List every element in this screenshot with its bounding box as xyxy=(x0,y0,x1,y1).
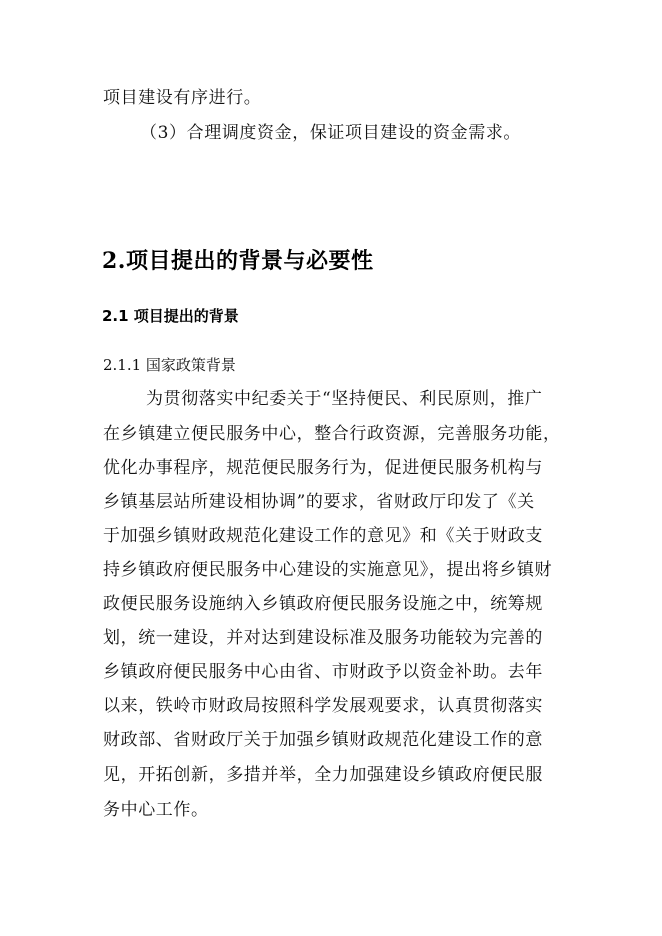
paragraph-line: 见，开拓创新，多措并举，全力加强建设乡镇政府便民服 xyxy=(103,765,543,785)
intro-line-1: 项目建设有序进行。 xyxy=(103,88,262,108)
paragraph-line: 在乡镇建立便民服务中心，整合行政资源，完善服务功能， xyxy=(103,424,561,444)
paragraph-line: 财政部、省财政厅关于加强乡镇财政规范化建设工作的意 xyxy=(103,730,543,750)
paragraph-line: 政便民服务设施纳入乡镇政府便民服务设施之中，统筹规 xyxy=(103,594,543,614)
paragraph-line: 以来，铁岭市财政局按照科学发展观要求，认真贯彻落实 xyxy=(103,696,543,716)
section-heading: 2.项目提出的背景与必要性 xyxy=(102,248,374,274)
paragraph-line: 持乡镇政府便民服务中心建设的实施意见》，提出将乡镇财 xyxy=(103,560,553,580)
paragraph-line: 务中心工作。 xyxy=(103,800,209,820)
intro-line-2: （3）合理调度资金，保证项目建设的资金需求。 xyxy=(140,123,522,143)
subsubsection-heading: 2.1.1 国家政策背景 xyxy=(103,356,236,374)
paragraph-line: 乡镇政府便民服务中心由省、市财政予以资金补助。去年 xyxy=(103,662,543,682)
subsection-heading: 2.1 项目提出的背景 xyxy=(102,307,239,325)
paragraph-line: 为贯彻落实中纪委关于“坚持便民、利民原则，推广 xyxy=(146,389,543,409)
paragraph-line: 乡镇基层站所建设相协调”的要求，省财政厅印发了《关 xyxy=(103,492,535,512)
paragraph-line: 划，统一建设，并对达到建设标准及服务功能较为完善的 xyxy=(103,628,543,648)
paragraph-line: 优化办事程序，规范便民服务行为，促进便民服务机构与 xyxy=(103,458,543,478)
paragraph-line: 于加强乡镇财政规范化建设工作的意见》和《关于财政支 xyxy=(103,526,543,546)
